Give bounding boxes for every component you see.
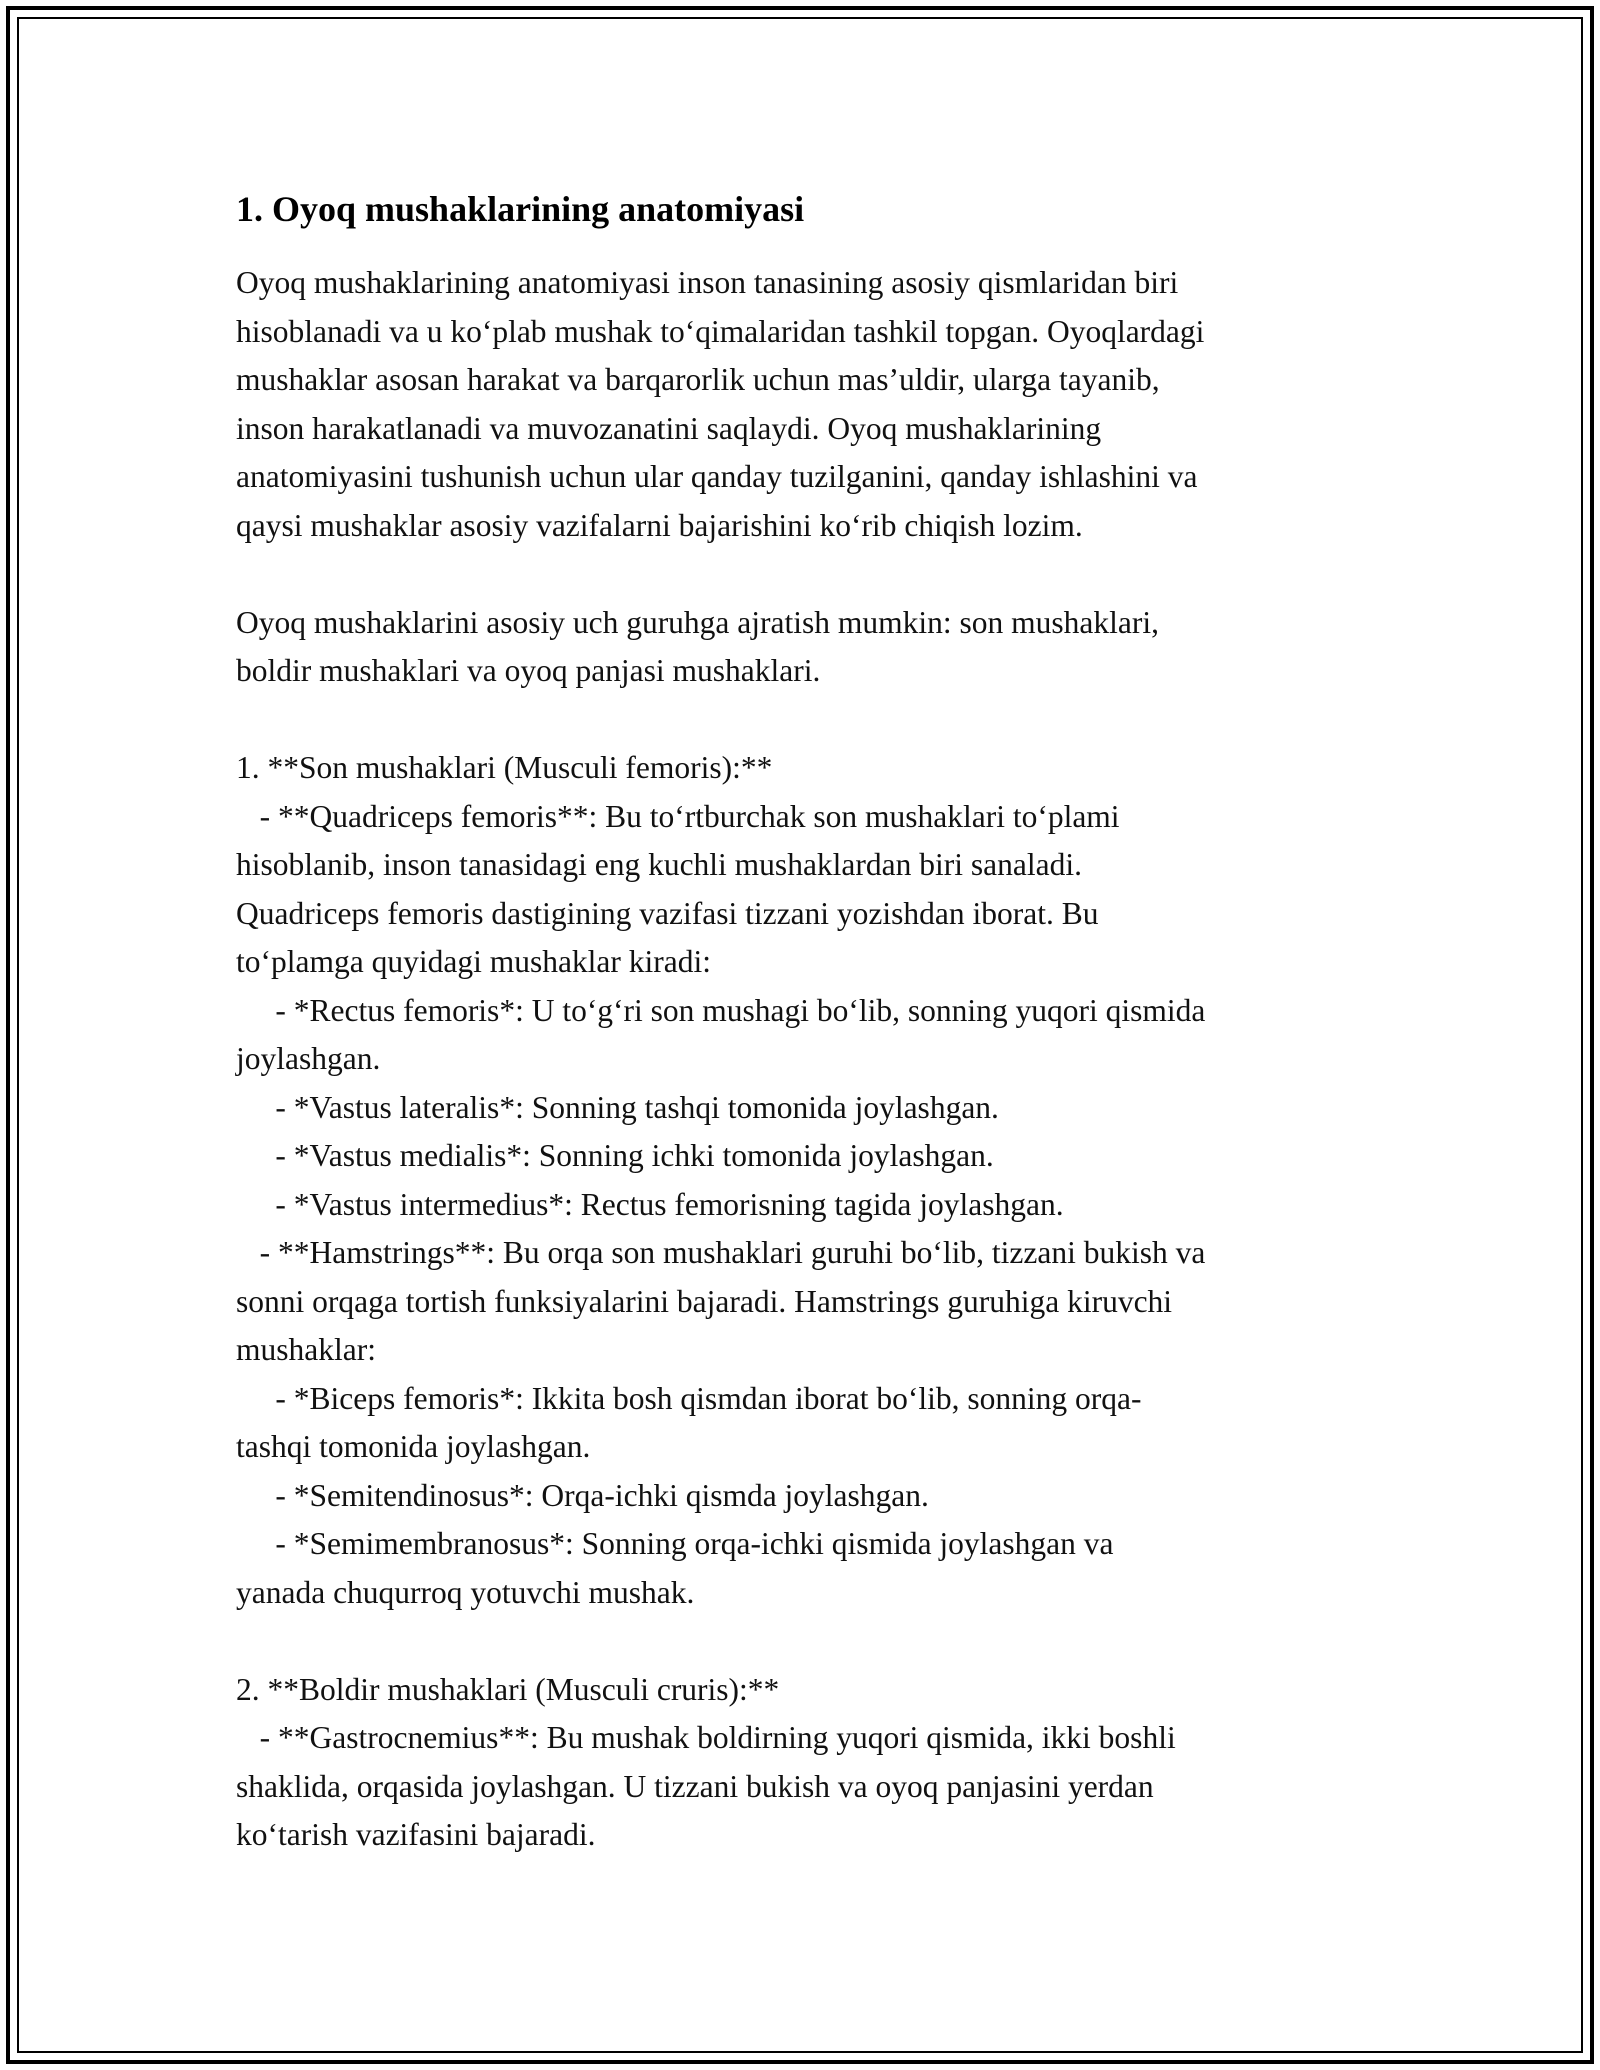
blank-line <box>236 1617 1376 1666</box>
text-line: sonni orqaga tortish funksiyalarini bajaradi. Hamstrings guruhiga kiruvchi <box>236 1283 1173 1319</box>
text-line: - *Vastus lateralis*: Sonning tashqi tomonida joylashgan. <box>236 1089 999 1125</box>
text-line: - **Quadriceps femoris**: Bu to‘rtburchak son mushaklari to‘plami <box>236 798 1120 834</box>
text-line: Oyoq mushaklarining anatomiyasi inson tanasining asosiy qismlaridan biri <box>236 265 1179 300</box>
document-body <box>236 185 1376 1860</box>
text-line: joylashgan. <box>236 1041 381 1076</box>
text-line: hisoblanib, inson tanasidagi eng kuchli mushaklardan biri sanaladi. <box>236 847 1082 882</box>
blank-line <box>236 550 1376 599</box>
text-line: 1. **Son mushaklari (Musculi femoris):** <box>236 750 773 785</box>
text-line: qaysi mushaklar asosiy vazifalarni bajarishini ko‘rib chiqish lozim. <box>236 507 1083 543</box>
text-line: - *Vastus intermedius*: Rectus femorisning tagida joylashgan. <box>236 1186 1064 1222</box>
text-line: - *Rectus femoris*: U to‘g‘ri son mushagi bo‘lib, sonning yuqori qismida <box>236 992 1206 1028</box>
text-line: - *Semitendinosus*: Orqa-ichki qismda joylashgan. <box>236 1477 929 1513</box>
text-line: Oyoq mushaklarini asosiy uch guruhga ajratish mumkin: son mushaklari, <box>236 604 1159 640</box>
text-line: Quadriceps femoris dastigining vazifasi tizzani yozishdan iborat. Bu <box>236 895 1099 931</box>
text-line: tashqi tomonida joylashgan. <box>236 1429 591 1464</box>
text-line: anatomiyasini tushunish uchun ular qanday tuzilganini, qanday ishlashini va <box>236 459 1198 494</box>
text-line: - *Semimembranosus*: Sonning orqa-ichki qismida joylashgan va <box>236 1526 1114 1561</box>
text-line: to‘plamga quyidagi mushaklar kiradi: <box>236 944 712 979</box>
text-line: hisoblanadi va u ko‘plab mushak to‘qimalaridan tashkil topgan. Oyoqlardagi <box>236 313 1205 349</box>
text-line: inson harakatlanadi va muvozanatini saqlaydi. Oyoq mushaklarining <box>236 410 1102 446</box>
text-line: 2. **Boldir mushaklari (Musculi cruris):** <box>236 1671 780 1707</box>
text-line: - *Biceps femoris*: Ikkita bosh qismdan iborat bo‘lib, sonning orqa- <box>236 1380 1142 1416</box>
text-line: - *Vastus medialis*: Sonning ichki tomonida joylashgan. <box>236 1138 994 1173</box>
paragraph-lines <box>236 259 1376 1860</box>
text-line: - **Gastrocnemius**: Bu mushak boldirning yuqori qismida, ikki boshli <box>236 1720 1176 1755</box>
text-line: yanada chuqurroq yotuvchi mushak. <box>236 1574 695 1610</box>
blank-line <box>236 696 1376 745</box>
text-line: ko‘tarish vazifasini bajaradi. <box>236 1817 596 1852</box>
text-line: mushaklar: <box>236 1332 376 1367</box>
text-line: shaklida, orqasida joylashgan. U tizzani bukish va oyoq panjasini yerdan <box>236 1768 1154 1804</box>
text-line: boldir mushaklari va oyoq panjasi mushaklari. <box>236 653 821 688</box>
text-line: mushaklar asosan harakat va barqarorlik uchun mas’uldir, ularga tayanib, <box>236 362 1160 397</box>
text-line: - **Hamstrings**: Bu orqa son mushaklari guruhi bo‘lib, tizzani bukish va <box>236 1235 1206 1270</box>
page-title: 1. Oyoq mushaklarining anatomiyasi <box>236 189 805 229</box>
